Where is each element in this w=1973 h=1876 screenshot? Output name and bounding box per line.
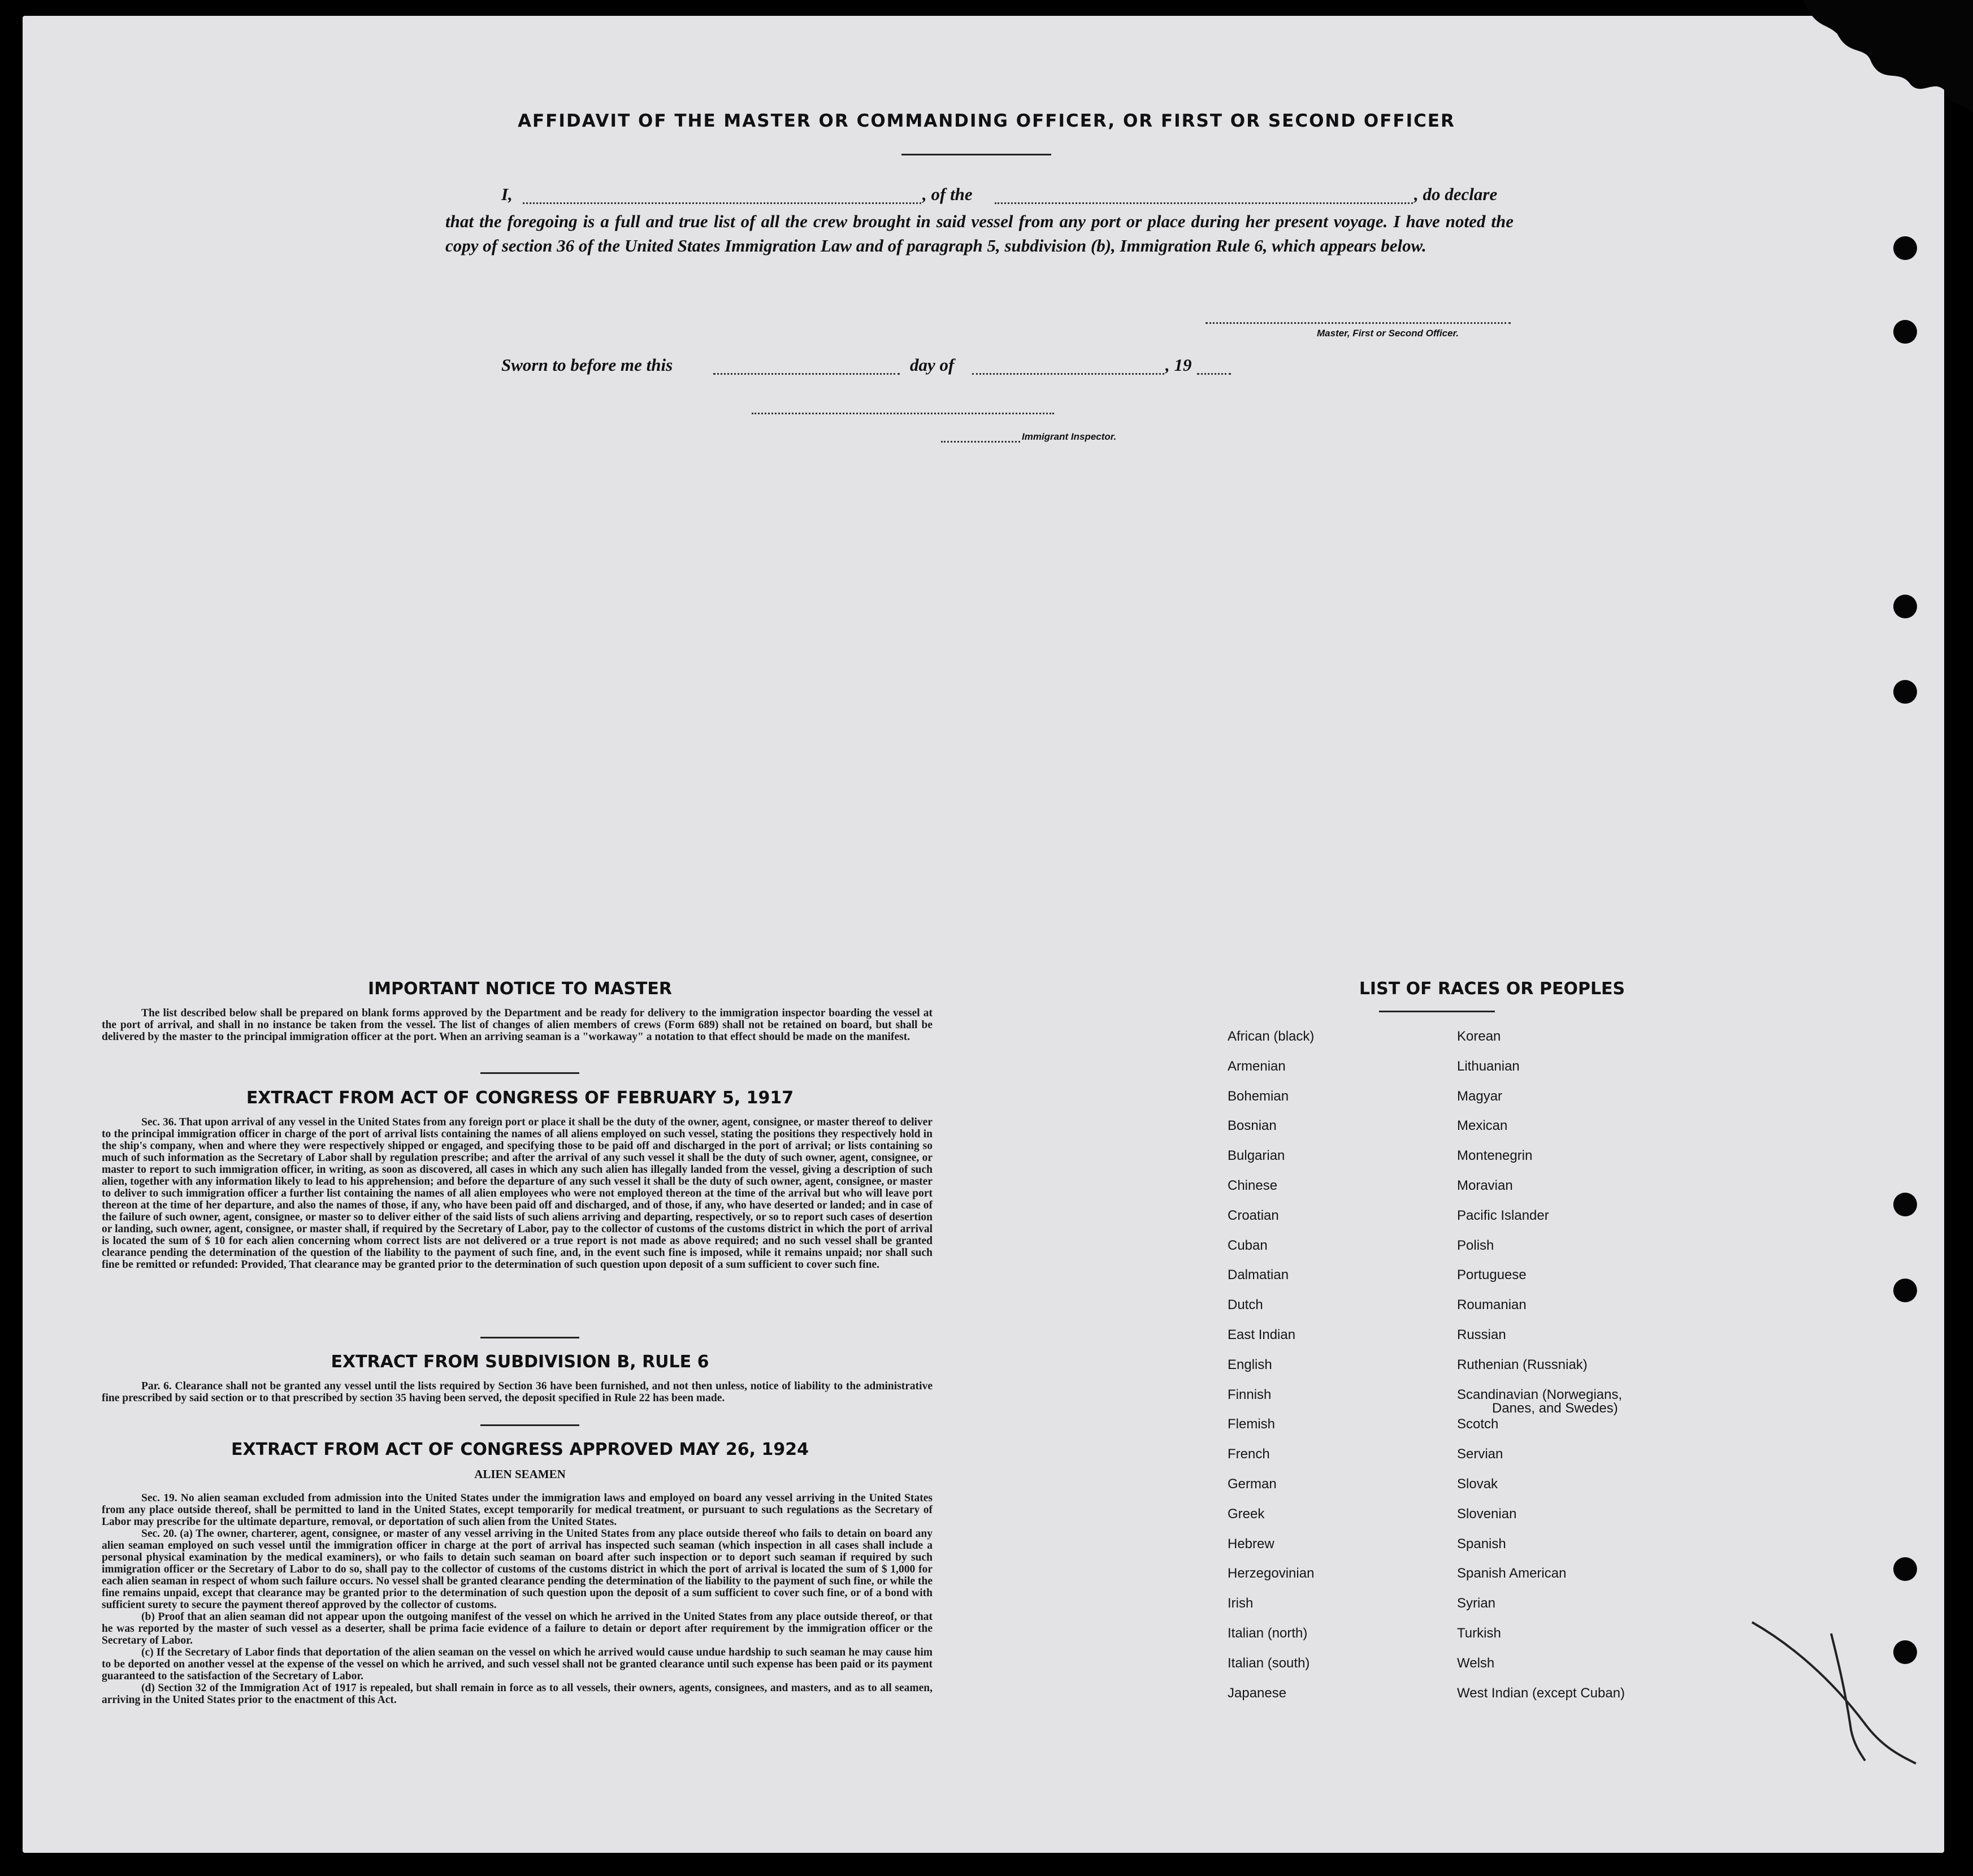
race-item: Ruthenian (Russniak) xyxy=(1457,1357,1588,1372)
race-item: Welsh xyxy=(1457,1655,1495,1671)
race-item: Servian xyxy=(1457,1446,1503,1462)
race-item: Scandinavian (Norwegians, xyxy=(1457,1387,1623,1402)
race-item: Pacific Islander xyxy=(1457,1207,1549,1223)
race-item: West Indian (except Cuban) xyxy=(1457,1685,1625,1701)
sworn-month-field[interactable] xyxy=(972,373,1164,375)
sec-20b: (b) Proof that an alien seaman did not appear upon the outgoing manifest of the vessel on which he arrived in the United States from any place outside thereof, or that he was reported by the master of such vessel as a deserter, shall be prima facie evidence of a failure to detain or deport after requirement by the immigration officer or the Secretary of Labor. xyxy=(102,1611,933,1647)
race-item: Irish xyxy=(1228,1596,1254,1611)
title-rule xyxy=(901,154,1051,155)
extract-1924-subtitle: ALIEN SEAMEN xyxy=(474,1467,566,1481)
punch-hole xyxy=(1893,595,1917,618)
race-item: Scotch xyxy=(1457,1416,1499,1432)
race-item: Bulgarian xyxy=(1228,1148,1285,1164)
signature-label: Master, First or Second Officer. xyxy=(1317,328,1459,339)
punch-hole xyxy=(1893,680,1917,704)
affidavit-body: that the foregoing is a full and true list of all the crew brought in said vessel from any port or place during her present voyage. I have noted the copy of section 36 of the United States Immigration Law and of paragraph 5, subdivision (b), Immigration Rule 6, which appears below. xyxy=(445,211,1514,255)
extract-1924-title: EXTRACT FROM ACT OF CONGRESS APPROVED MAY 26, 1924 xyxy=(231,1440,809,1459)
race-item: Turkish xyxy=(1457,1626,1501,1641)
race-item: Chinese xyxy=(1228,1178,1278,1193)
race-item: Slovak xyxy=(1457,1476,1498,1492)
race-item: Lithuanian xyxy=(1457,1058,1520,1074)
race-item: Bosnian xyxy=(1228,1118,1277,1134)
vessel-field[interactable] xyxy=(995,202,1413,204)
race-item: Herzegovinian xyxy=(1228,1566,1315,1582)
sec-20c: (c) If the Secretary of Labor finds that deportation of the alien seaman on the vessel on which he arrived would cause undue hardship to such seaman he may cause him to be deported on another vessel at the expense of the vessel on which he arrived, and such vessel shall not be granted clearance until such expense has been paid or its payment guaranteed to the satisfaction of the Secretary of Labor. xyxy=(102,1647,933,1682)
race-item: Italian (north) xyxy=(1228,1626,1308,1641)
race-item: African (black) xyxy=(1228,1029,1315,1044)
race-item-continuation: Danes, and Swedes) xyxy=(1492,1400,1618,1416)
affidavit-declare: , do declare xyxy=(1414,184,1498,204)
race-item: Slovenian xyxy=(1457,1506,1517,1522)
race-item: Italian (south) xyxy=(1228,1655,1310,1671)
notice-title: IMPORTANT NOTICE TO MASTER xyxy=(368,979,672,999)
sworn-day-field[interactable] xyxy=(713,373,900,375)
race-item: Bohemian xyxy=(1228,1088,1289,1104)
inspector-signature-field[interactable] xyxy=(752,413,1054,414)
punch-hole xyxy=(1893,320,1917,344)
races-rule xyxy=(1379,1011,1495,1012)
notice-rule xyxy=(480,1072,579,1074)
race-item: East Indian xyxy=(1228,1327,1296,1342)
signature-field[interactable] xyxy=(1206,322,1511,324)
inspector-label: Immigrant Inspector. xyxy=(1022,431,1117,442)
race-item: Finnish xyxy=(1228,1387,1272,1402)
punch-hole xyxy=(1893,1557,1917,1581)
race-item: Moravian xyxy=(1457,1178,1513,1193)
sworn-year-field[interactable] xyxy=(1197,373,1231,375)
punch-hole xyxy=(1893,1193,1917,1216)
race-item: Dutch xyxy=(1228,1297,1263,1313)
name-field[interactable] xyxy=(523,202,921,204)
race-item: Dalmatian xyxy=(1228,1267,1289,1283)
race-item: Magyar xyxy=(1457,1088,1503,1104)
race-item: Korean xyxy=(1457,1029,1501,1044)
affidavit-i: I, xyxy=(501,184,513,204)
pencil-mark xyxy=(1746,1611,1933,1769)
race-item: Armenian xyxy=(1228,1058,1286,1074)
race-item: Portuguese xyxy=(1457,1267,1527,1283)
sec-19: Sec. 19. No alien seaman excluded from admission into the United States under the immigration laws and employed on board any vessel arriving in the United States from any place outside thereof, shall be permitted to land in the United States, except temporarily for medical treatment, or pursuant to such regulations as the Secretary of Labor may prescribe for the ultimate departure, removal, or deportation of such alien from the United States. xyxy=(102,1492,933,1528)
inspector-dots xyxy=(941,441,1020,443)
race-item: Syrian xyxy=(1457,1596,1496,1611)
race-item: English xyxy=(1228,1357,1272,1372)
extract-1917-rule xyxy=(480,1337,579,1338)
extract-rule6-title: EXTRACT FROM SUBDIVISION B, RULE 6 xyxy=(331,1352,709,1372)
race-item: Montenegrin xyxy=(1457,1148,1533,1164)
races-title: LIST OF RACES OR PEOPLES xyxy=(1359,979,1625,999)
sec-20d: (d) Section 32 of the Immigration Act of 1917 is repealed, but shall remain in force as to all vessels, their owners, agents, consignees, and masters, and as to all seamen, arriving in the United States prior to the enactment of this Act. xyxy=(102,1682,933,1706)
race-item: Greek xyxy=(1228,1506,1265,1522)
race-item: Roumanian xyxy=(1457,1297,1527,1313)
race-item: Polish xyxy=(1457,1237,1494,1253)
race-item: Russian xyxy=(1457,1327,1506,1342)
race-item: Croatian xyxy=(1228,1207,1279,1223)
affidavit-title: AFFIDAVIT OF THE MASTER OR COMMANDING OFFICER, OR FIRST OR SECOND OFFICER xyxy=(518,111,1455,131)
punch-hole xyxy=(1893,236,1917,260)
notice-text: The list described below shall be prepared on blank forms approved by the Department and be ready for delivery to the immigration inspector boarding the vessel at the port of arrival, and shall in no instance be taken from the vessel. The list of changes of alien members of crews (Form 689) shall not be retained on board, but shall be delivered by the master to the principal immigration officer at the port. When an arriving seaman is a "workaway" a notation to that effect should be made on the manifest. xyxy=(102,1007,933,1043)
race-item: Japanese xyxy=(1228,1685,1287,1701)
sec-20a: Sec. 20. (a) The owner, charterer, agent, consignee, or master of any vessel arriving in the United States from any place outside thereof who fails to detain on board any alien seaman employed on such vessel until the immigration officer in charge at the port of arrival has inspected such seaman (which inspection in all cases shall include a personal physical examination by the medical examiners), or who fails to detain such seaman on board after such inspection or to deport such seaman if required by such immigration officer or the Secretary of Labor to do so, shall pay to the collector of customs of the customs district in which the port of arrival is located the sum of $ 1,000 for each alien seaman in respect of whom such failure occurs. No vessel shall be granted clearance pending the determination of the liability to the payment of such fine, or while the fine remains unpaid, except that clearance may be granted prior to the determination of such question upon the deposit of a sum sufficient to cover such fine, or of a bond with sufficient surety to secure the payment thereof approved by the collector of customs. xyxy=(102,1528,933,1611)
extract-1924-text xyxy=(102,1492,933,1706)
race-item: French xyxy=(1228,1446,1270,1462)
sworn-year: , 19 xyxy=(1165,355,1192,375)
extract-1917-title: EXTRACT FROM ACT OF CONGRESS OF FEBRUARY 5, 1917 xyxy=(246,1088,794,1108)
race-item: Hebrew xyxy=(1228,1536,1274,1552)
race-item: Spanish xyxy=(1457,1536,1506,1552)
sworn-prefix: Sworn to before me this xyxy=(501,355,673,375)
punch-hole xyxy=(1893,1279,1917,1302)
affidavit-of-the: , of the xyxy=(922,184,973,204)
race-item: Cuban xyxy=(1228,1237,1268,1253)
race-item: Mexican xyxy=(1457,1118,1508,1134)
race-item: Spanish American xyxy=(1457,1566,1567,1582)
race-item: German xyxy=(1228,1476,1277,1492)
extract-rule6-text: Par. 6. Clearance shall not be granted any vessel until the lists required by Section 36 have been furnished, and not then unless, notice of liability to the administrative fine prescribed by said section or to that prescribed by section 35 having been served, the deposit specified in Rule 22 has been made. xyxy=(102,1380,933,1404)
extract-rule6-rule xyxy=(480,1424,579,1426)
race-item: Flemish xyxy=(1228,1416,1276,1432)
sworn-day-of: day of xyxy=(910,355,955,375)
extract-1917-text: Sec. 36. That upon arrival of any vessel in the United States from any foreign port or place it shall be the duty of the owner, agent, consignee, or master thereof to deliver to the principal immigration officer in charge of the port of arrival lists containing the names of all aliens employed on such vessel, stating the positions they respectively hold in the ship's company, when and where they were respectively shipped or engaged, and specifying those to be paid off and discharged in the port of arrival; or lists containing so much of such information as the Secretary of Labor shall by regulation prescribe; and after the arrival of any such vessel it shall be the duty of such owner, agent, consignee, or master to report to such immigration officer, in writing, as soon as discovered, all cases in which any such alien has illegally landed from the vessel, giving a description of such alien, together with any information likely to lead to his apprehension; and before the departure of any such vessel it shall be the duty of such owner, agent, consignee, or master to deliver to such immigration officer a further list containing the names of all alien employees who were not employed thereon at the time of the arrival but who will leave port thereon at the time of her departure, and also the names of those, if any, who have been paid off and discharged, and of those, if any, who have deserted or landed; and in case of the failure of such owner, agent, consignee, or master so to deliver either of the said lists of such aliens arriving and departing, respectively, or so to report such cases of desertion or landing, such owner, agent, consignee, or master shall, if required by the Secretary of Labor, pay to the collector of customs of the customs district in which the port of arrival is located the sum of $ 10 for each alien concerning whom correct lists are not delivered or a true report is not made as above required; and no such vessel shall be granted clearance pending the determination of the question of the liability to the payment of such fine, and, in the event such fine is imposed, while it remains unpaid; nor shall such fine be remitted or refunded: Provided, That clearance may be granted prior to the determination of such question upon deposit of a sum sufficient to cover such fine. xyxy=(102,1116,933,1271)
